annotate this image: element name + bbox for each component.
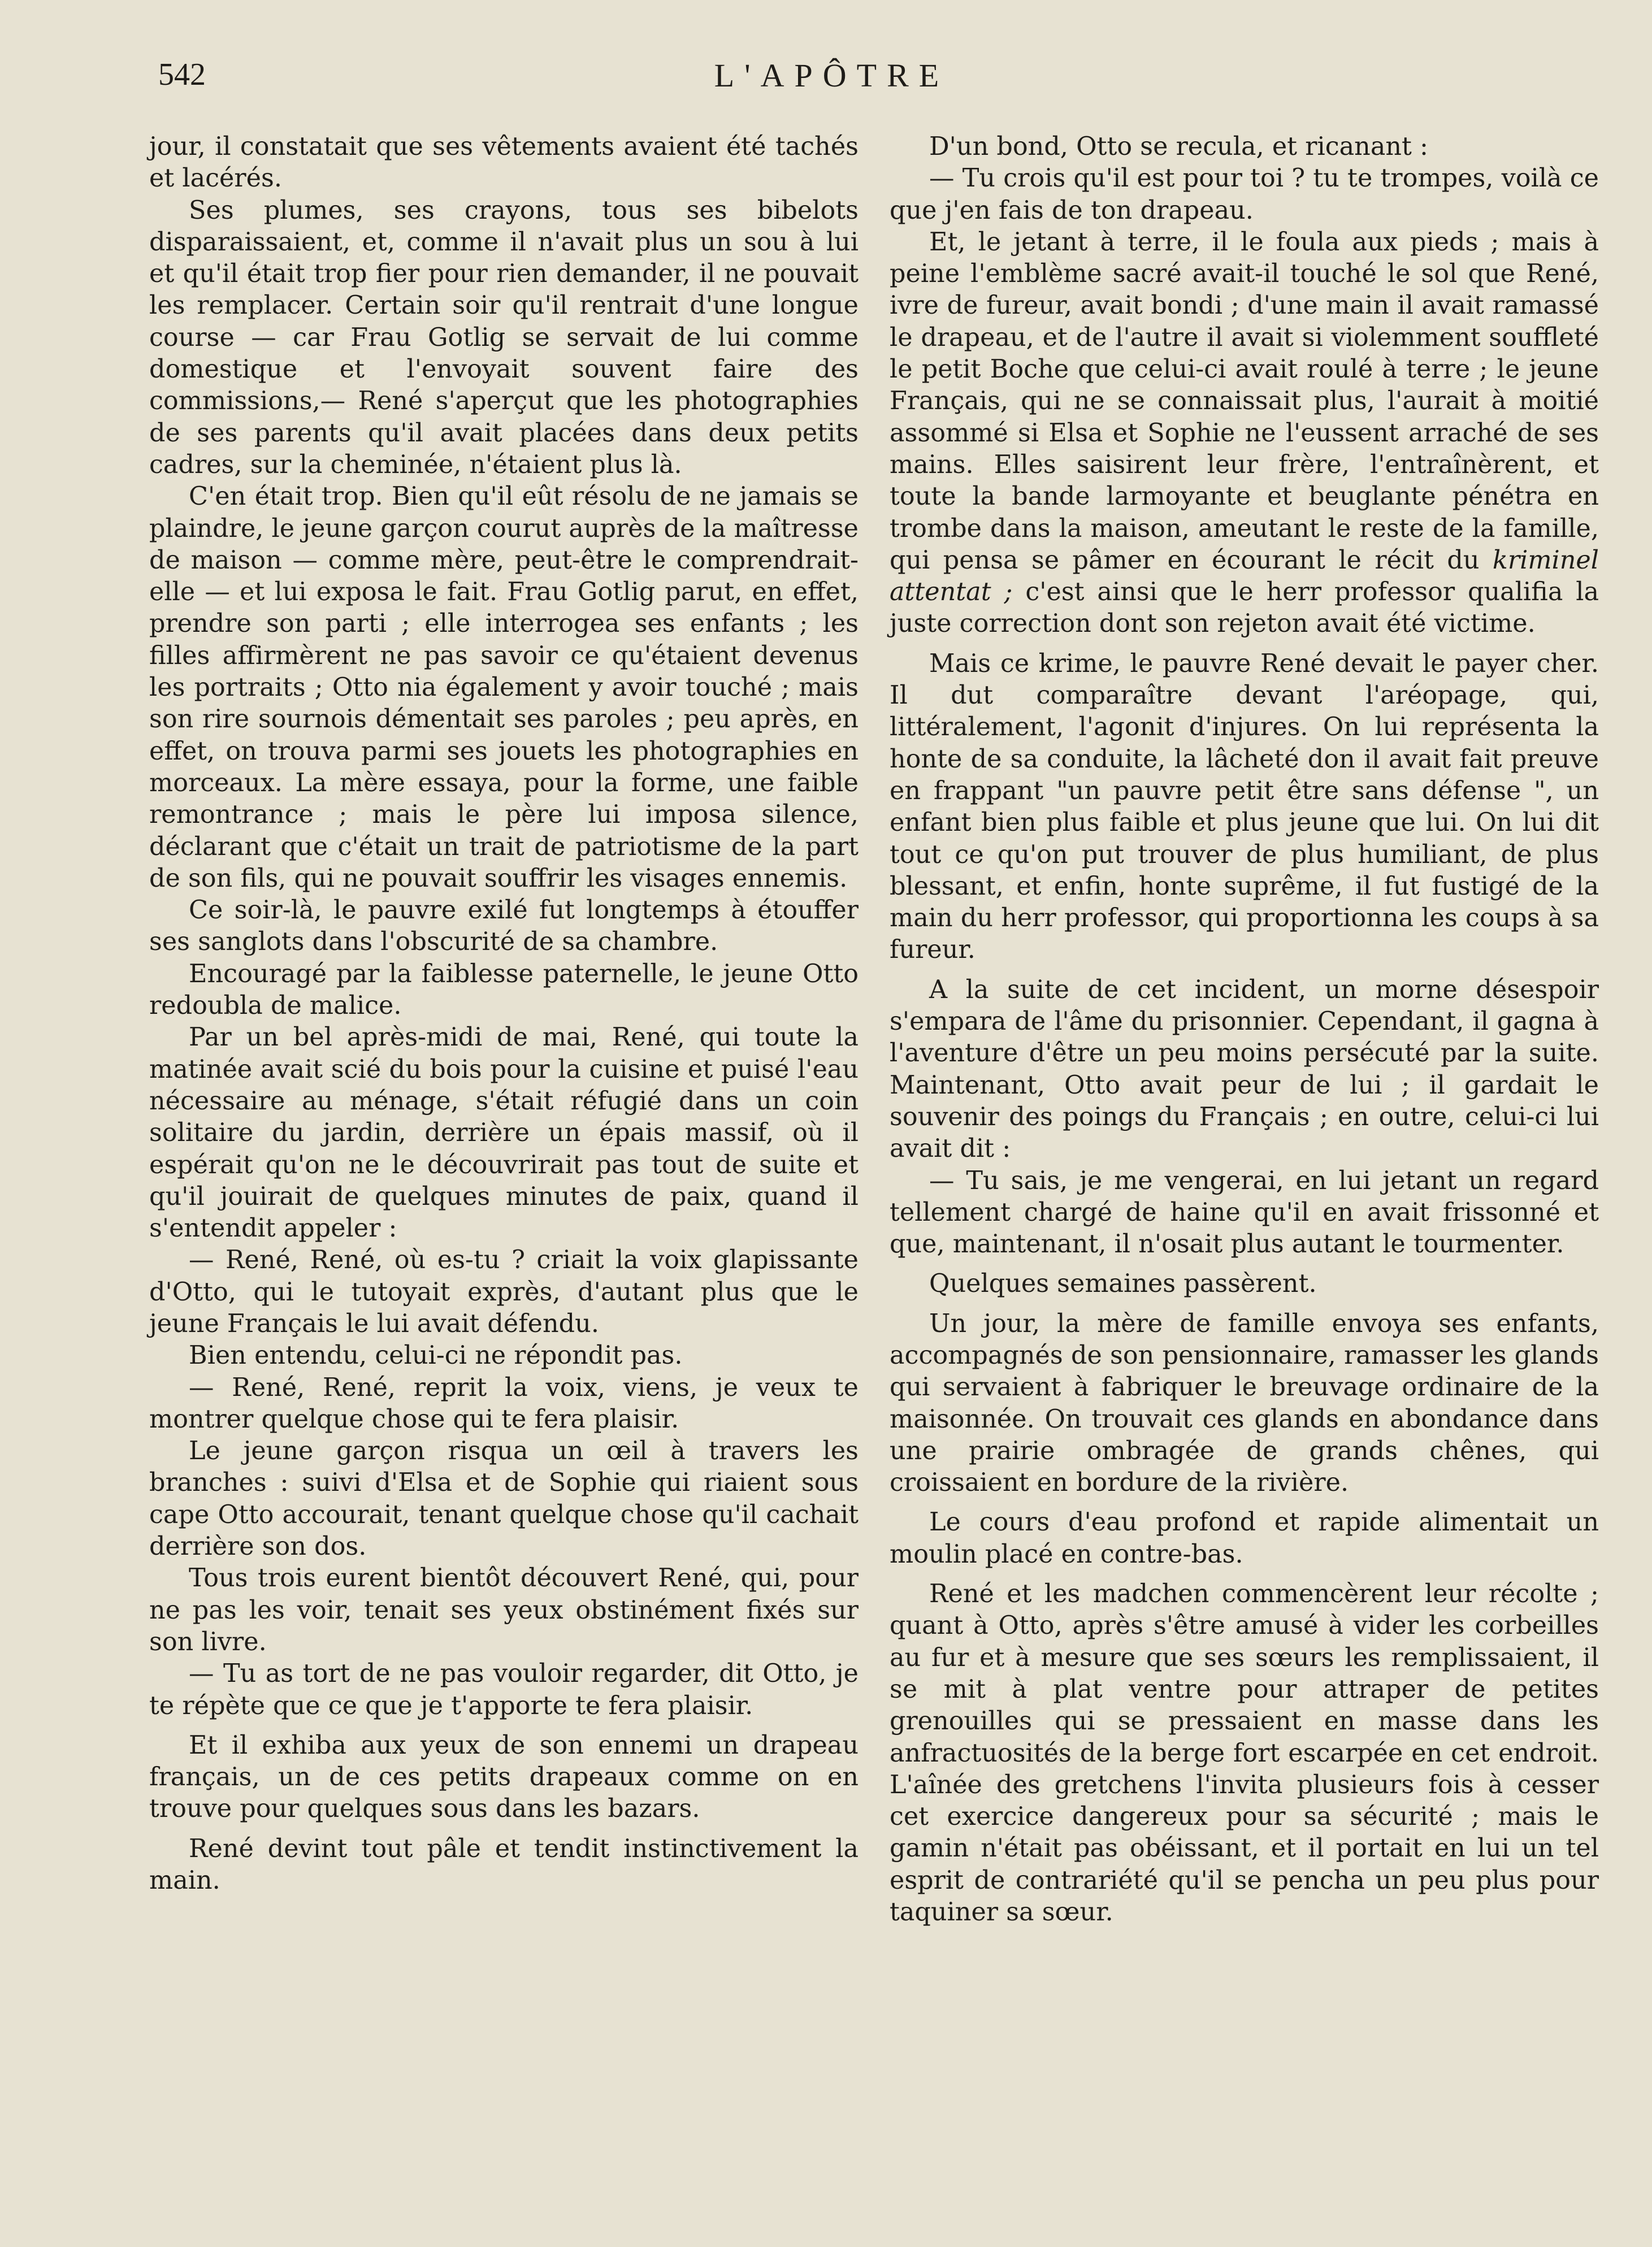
paragraph-text: Et, le jetant à terre, il le foula aux pieds ; mais à peine l'emblème sacré avait-il touché le sol que René, ivre de fureur, avait bondi ; d'une main il avait ramassé le drapeau, et de l'autre il avait si violemment souffleté le petit Boche que celui-ci avait roulé à terre ; le jeune Français, qui ne se connaissait plus, l'aurait à moitié assommé si Elsa et Sophie ne l'eussent arraché de ses mains. Elles saisirent leur frère, l'entraînèrent, et toute la bande larmoyante et beuglante pénétra en trombe dans la maison, ameutant le reste de la famille, qui pensa se pâmer en écourant le récit du [890,227,1599,575]
paragraph: D'un bond, Otto se recula, et ricanant : [929,132,1429,161]
paragraph: Quelques semaines passèrent. [929,1269,1317,1299]
paragraph: — Tu crois qu'il est pour toi ? tu te trompes, voilà ce que j'en fais de ton drapeau. [890,164,1599,225]
paragraph: — Tu as tort de ne pas vouloir regarder, dit Otto, je te répète que ce que je t'apporte te fera plaisir. [149,1659,858,1720]
paragraph: Un jour, la mère de famille envoya ses enfants, accompagnés de son pensionnaire, ramasser les glands qui servaient à fabriquer le breuvage ordinaire de la maisonnée. On trouvait ces glands en abondance dans une prairie ombragée de grands chênes, qui croissaient en bordure de la rivière. [890,1309,1599,1498]
paragraph: Mais ce krime, le pauvre René devait le payer cher. Il dut comparaître devant l'aréopage, qui, littéralement, l'agonit d'injures. On lui représenta la honte de sa conduite, la lâcheté don il avait fait preuve en frappant "un pauvre petit être sans défense ", un enfant bien plus faible et plus jeune que lui. On lui dit tout ce qu'on put trouver de plus humiliant, de plus blessant, et enfin, honte suprême, il fut fustigé de la main du herr professor, qui proportionna les coups à sa fureur. [890,649,1599,965]
paragraph: Ses plumes, ses crayons, tous ses bibelots disparaissaient, et, comme il n'avait plus un sou à lui et qu'il était trop fier pour rien demander, il ne pouvait les remplacer. Certain soir qu'il rentrait d'une longue course — car Frau Gotlig se servait de lui comme domestique et l'envoyait souvent faire des commissions,— René s'aperçut que les photographies de ses parents qu'il avait placées dans deux petits cadres, sur la cheminée, n'étaient plus là. [149,196,858,479]
paragraph: René et les madchen commencèrent leur récolte ; quant à Otto, après s'être amusé à vider les corbeilles au fur et à mesure que ses sœurs les remplissaient, il se mit à plat ventre pour attraper de petites grenouilles qui se pressaient en masse dans les anfractuosités de la berge fort escarpée en cet endroit. L'aînée des gretchens l'invita plusieurs fois à cesser cet exercice dangereux pour sa sécurité ; mais le gamin n'était pas obéissant, et il portait en lui un tel esprit de contrariété qu'il se pencha un peu plus pour taquiner sa sœur. [890,1580,1599,1927]
page-number: 542 [158,57,206,92]
paragraph: C'en était trop. Bien qu'il eût résolu de ne jamais se plaindre, le jeune garçon courut auprès de la maîtresse de maison — comme mère, peut-être le comprendrait-elle — et lui exposa le fait. Frau Gotlig parut, en effet, prendre son parti ; elle interrogea ses enfants ; les filles affirmèrent ne pas savoir ce qu'étaient devenus les portraits ; Otto nia également y avoir touché ; mais son rire sournois démentait ses paroles ; peu après, en effet, on trouva parmi ses jouets les photographies en morceaux. La mère essaya, pour la forme, une faible remontrance ; mais le père lui imposa silence, déclarant que c'était un trait de patriotisme de la part de son fils, qui ne pouvait souffrir les visages ennemis. [149,482,858,893]
paragraph: Encouragé par la faiblesse paternelle, le jeune Otto redoubla de malice. [149,959,858,1021]
paragraph [890,227,1599,640]
paragraph: Par un bel après-midi de mai, René, qui toute la matinée avait scié du bois pour la cuisine et puisé l'eau nécessaire au ménage, s'était réfugié dans un coin solitaire du jardin, derrière un épais massif, où il espérait qu'on ne le découvrirait pas tout de suite et qu'il jouirait de quelques minutes de paix, quand il s'entendit appeler : [149,1023,858,1243]
paragraph: — René, René, reprit la voix, viens, je veux te montrer quelque chose qui te fera plaisir. [149,1373,858,1434]
right-column [890,131,1599,1928]
paragraph: René devint tout pâle et tendit instinctivement la main. [149,1834,858,1895]
italic-text: kriminel attentat ; [890,545,1599,607]
paragraph-text: c'est ainsi que le herr professor qualifia la juste correction dont son rejeton avait été victime. [890,578,1599,639]
paragraph: Le jeune garçon risqua un œil à travers les branches : suivi d'Elsa et de Sophie qui riaient sous cape Otto accourait, tenant quelque chose qu'il cachait derrière son dos. [149,1437,858,1561]
paragraph: Tous trois eurent bientôt découvert René, qui, pour ne pas les voir, tenait ses yeux obstinément fixés sur son livre. [149,1564,858,1656]
running-title: L'APÔTRE [714,57,949,94]
paragraph: Ce soir-là, le pauvre exilé fut longtemps à étouffer ses sanglots dans l'obscurité de sa chambre. [149,896,858,957]
paragraph: jour, il constatait que ses vêtements avaient été tachés et lacérés. [149,132,858,193]
page-header [158,57,1505,102]
paragraph: Le cours d'eau profond et rapide alimentait un moulin placé en contre-bas. [890,1508,1599,1569]
paragraph: Et il exhiba aux yeux de son ennemi un drapeau français, un de ces petits drapeaux comme on en trouve pour quelques sous dans les bazars. [149,1730,858,1824]
paragraph: A la suite de cet incident, un morne désespoir s'empara de l'âme du prisonnier. Cependant, il gagna à l'aventure d'être un peu moins persécuté par la suite. Maintenant, Otto avait peur de lui ; il gardait le souvenir des poings du Français ; en outre, celui-ci lui avait dit : [890,975,1599,1164]
paragraph: — René, René, où es-tu ? criait la voix glapissante d'Otto, qui le tutoyait exprès, d'autant plus que le jeune Français le lui avait défendu. [149,1246,858,1338]
paragraph: — Tu sais, je me vengerai, en lui jetant un regard tellement chargé de haine qu'il en avait frissonné et que, maintenant, il n'osait plus autant le tourmenter. [890,1166,1599,1259]
paragraph: Bien entendu, celui-ci ne répondit pas. [189,1341,683,1370]
left-column [149,131,858,1897]
